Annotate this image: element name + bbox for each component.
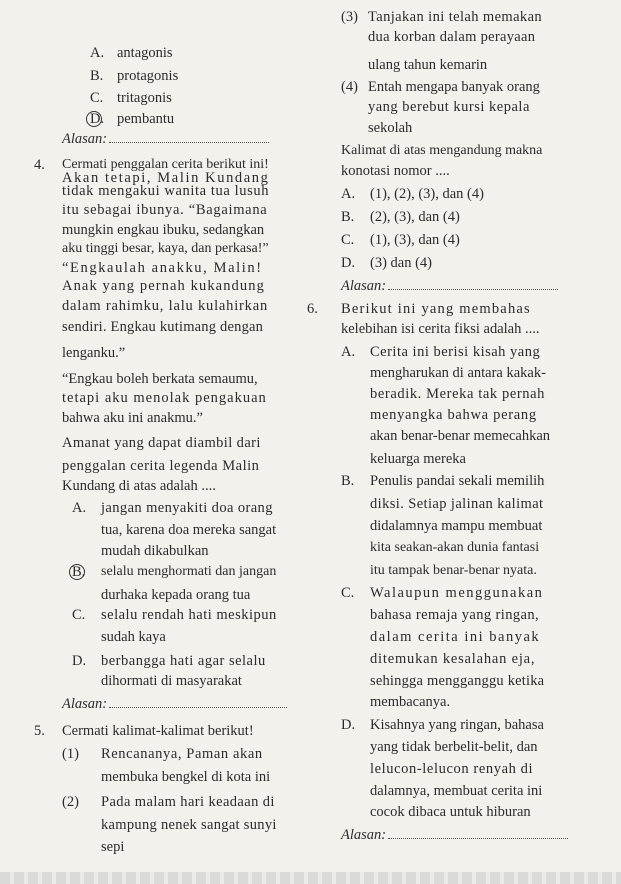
q6-option-d-letter: D. (341, 717, 356, 733)
q4-line: tetapi aku menolak pengakuan (62, 390, 267, 406)
q5-option-d-text: (3) dan (4) (370, 255, 433, 271)
q6-option-b-line: didalamnya mampu membuat (370, 518, 543, 534)
q6-line: Berikut ini yang membahas (341, 301, 531, 317)
q4-number: 4. (34, 157, 45, 173)
q5-item-2-line: sepi (101, 839, 125, 855)
q6-alasan-label: Alasan: (341, 826, 568, 844)
q5-item-2-line: Pada malam hari keadaan di (101, 794, 275, 810)
q6-option-d-line: dalamnya, membuat cerita ini (370, 783, 543, 799)
q3-alasan-label: Alasan: (62, 130, 269, 148)
q5-question-line: Kalimat di atas mengandung makna (341, 143, 543, 158)
q6-option-b-line: diksi. Setiap jalinan kalimat (370, 496, 544, 512)
q4-line: dalam rahimku, lalu kulahirkan (62, 298, 269, 314)
q3-option-a-text: antagonis (117, 45, 173, 61)
q6-option-c-line: membacanya. (370, 694, 451, 710)
q4-line: itu sebagai ibunya. “Bagaimana (62, 202, 268, 218)
q5-number: 5. (34, 723, 45, 739)
q3-option-b-letter: B. (90, 68, 104, 84)
q6-option-d-line: lelucon-lelucon renyah di (370, 761, 534, 777)
q4-line: aku tinggi besar, kaya, dan perkasa!” (62, 241, 269, 256)
q4-line: Akan tetapi, Malin Kundang (62, 170, 270, 186)
q5-item-3-num: (3) (341, 9, 358, 25)
q6-option-c-line: dalam cerita ini banyak (370, 629, 541, 645)
q6-option-b-line: kita seakan-akan dunia fantasi (370, 540, 540, 555)
q6-option-a-line: menyangka bahwa perang (370, 407, 537, 423)
q5-item-4-num: (4) (341, 79, 358, 95)
q5-item-1-num: (1) (62, 746, 79, 762)
q6-option-d-line: Kisahnya yang ringan, bahasa (370, 717, 544, 733)
q4-line: lenganku.” (62, 345, 126, 361)
q4-line: “Engkau boleh berkata semaumu, (62, 371, 258, 387)
q6-option-c-letter: C. (341, 585, 355, 601)
q3-option-d-letter: D. (90, 111, 105, 127)
q5-item-4-line: sekolah (368, 120, 413, 136)
q4-option-b-line: selalu menghormati dan jangan (101, 564, 277, 579)
q5-option-d-letter: D. (341, 255, 356, 271)
q3-option-a-letter: A. (90, 45, 105, 61)
q3-option-c-letter: C. (90, 90, 104, 106)
q6-option-a-letter: A. (341, 344, 356, 360)
q6-option-c-line: ditemukan kesalahan eja, (370, 651, 536, 667)
q5-option-a-letter: A. (341, 186, 356, 202)
q4-option-a-letter: A. (72, 500, 87, 516)
q6-option-c-line: bahasa remaja yang ringan, (370, 607, 540, 623)
q4-line: Cermati penggalan cerita berikut ini! (62, 157, 269, 172)
q5-question-line: konotasi nomor .... (341, 163, 450, 179)
q4-line: Kundang di atas adalah .... (62, 478, 216, 494)
q5-item-4-line: yang berebut kursi kepala (368, 99, 530, 115)
q5-option-c-letter: C. (341, 232, 355, 248)
q6-option-b-line: Penulis pandai sekali memilih (370, 473, 545, 489)
q6-number: 6. (307, 301, 318, 317)
q5-option-c-text: (1), (3), dan (4) (370, 232, 460, 248)
q4-option-a-line: mudah dikabulkan (101, 543, 209, 559)
q4-line: tidak mengakui wanita tua lusuh (62, 183, 270, 199)
q5-alasan-label: Alasan: (341, 277, 558, 295)
q6-option-a-line: beradik. Mereka tak pernah (370, 386, 546, 402)
q5-option-a-text: (1), (2), (3), dan (4) (370, 186, 484, 202)
q6-option-c-line: sehingga mengganggu ketika (370, 673, 545, 689)
q4-line: “Engkaulah anakku, Malin! (62, 260, 263, 276)
q4-option-c-line: sudah kaya (101, 629, 166, 645)
q6-option-d-line: cocok dibaca untuk hiburan (370, 804, 531, 820)
q6-option-b-letter: B. (341, 473, 355, 489)
q6-option-a-line: Cerita ini berisi kisah yang (370, 344, 541, 360)
q4-option-c-letter: C. (72, 607, 86, 623)
q5-item-2-num: (2) (62, 794, 79, 810)
q3-option-b-text: protagonis (117, 68, 179, 84)
q4-line: Amanat yang dapat diambil dari (62, 435, 261, 451)
q4-line: penggalan cerita legenda Malin (62, 458, 260, 474)
q4-line: Anak yang pernah kukandung (62, 278, 265, 294)
q6-option-a-line: akan benar-benar memecahkan (370, 428, 551, 444)
q6-option-b-line: itu tampak benar-benar nyata. (370, 563, 537, 578)
q5-option-b-text: (2), (3), dan (4) (370, 209, 460, 225)
q4-option-b-line: durhaka kepada orang tua (101, 587, 251, 603)
q6-line: kelebihan isi cerita fiksi adalah .... (341, 321, 540, 337)
q4-option-d-letter: D. (72, 653, 87, 669)
q4-option-d-line: berbangga hati agar selalu (101, 653, 266, 669)
q5-item-3-line: dua korban dalam perayaan (368, 29, 536, 45)
q5-option-b-letter: B. (341, 209, 355, 225)
q5-item-1-line: Rencananya, Paman akan (101, 746, 263, 762)
q6-option-d-line: yang tidak berbelit-belit, dan (370, 739, 538, 755)
q5-intro: Cermati kalimat-kalimat berikut! (62, 723, 254, 739)
q6-option-c-line: Walaupun menggunakan (370, 585, 544, 601)
q5-item-1-line: membuka bengkel di kota ini (101, 769, 271, 785)
q4-option-b-letter: B. (72, 564, 86, 580)
q3-option-d-text: pembantu (117, 111, 175, 127)
page-bottom-edge (0, 872, 621, 884)
q4-line: mungkin engkau ibuku, sedangkan (62, 222, 265, 238)
q3-option-c-text: tritagonis (117, 90, 172, 106)
q6-option-a-line: keluarga mereka (370, 451, 466, 467)
q6-option-a-line: mengharukan di antara kakak- (370, 365, 546, 381)
q4-alasan-label: Alasan: (62, 695, 287, 713)
q4-option-d-line: dihormati di masyarakat (101, 673, 242, 689)
q4-option-a-line: jangan menyakiti doa orang (101, 500, 273, 516)
q4-line: sendiri. Engkau kutimang dengan (62, 319, 264, 335)
q5-item-4-line: Entah mengapa banyak orang (368, 79, 540, 95)
q4-option-a-line: tua, karena doa mereka sangat (101, 522, 277, 538)
q5-item-2-line: kampung nenek sangat sunyi (101, 817, 277, 833)
q4-line: bahwa aku ini anakmu.” (62, 410, 203, 426)
q4-option-c-line: selalu rendah hati meskipun (101, 607, 277, 623)
q5-item-3-line: ulang tahun kemarin (368, 57, 488, 73)
q5-item-3-line: Tanjakan ini telah memakan (368, 9, 543, 25)
